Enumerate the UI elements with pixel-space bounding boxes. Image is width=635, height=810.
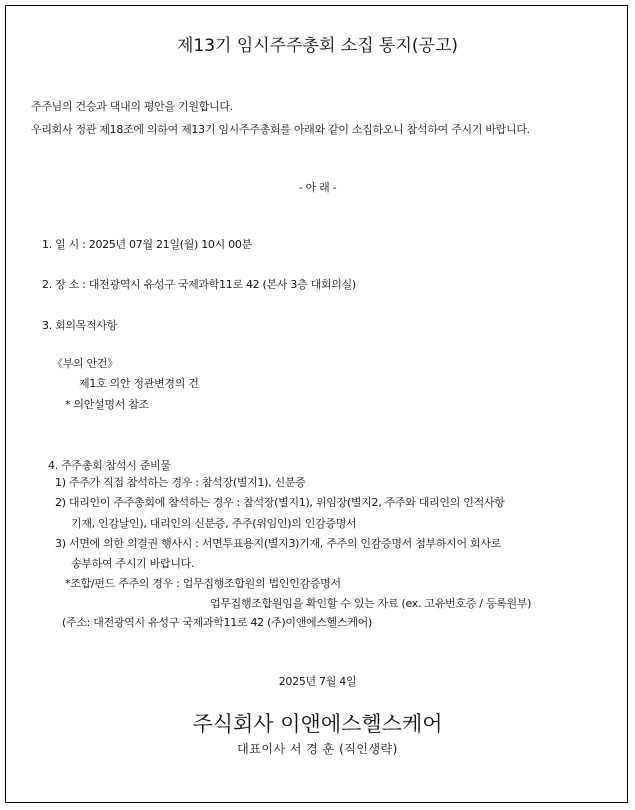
preparation-item-2-cont: 기재, 인감날인), 대리인의 신분증, 주주(위임인)의 인감증명서 xyxy=(71,517,357,530)
below-heading: - 아 래 - xyxy=(298,181,337,194)
meeting-datetime: 1. 일 시 : 2025년 07월 21일(월) 10시 00분 xyxy=(42,238,252,251)
intro-text: 우리회사 정관 제18조에 의하여 제13기 임시주주총회를 아래와 같이 소집하오니 참석하여 주시기 바랍니다. xyxy=(31,123,530,136)
preparation-item-2: 2) 대리인이 주주총회에 참석하는 경우 : 참석장(별지1), 위임장(별지2, 주주와 대리인의 인적사항 xyxy=(55,496,505,509)
agenda-item-1: 제1호 의안 정관변경의 건 xyxy=(79,377,199,390)
preparation-item-3: 3) 서면에 의한 의결권 행사시 : 서면투표용지(별지3)기재, 주주의 인감증명서 첨부하시어 회사로 xyxy=(55,537,501,550)
meeting-place: 2. 장 소 : 대전광역시 유성구 국제과학11로 42 (본사 3층 대회의실) xyxy=(42,278,356,291)
preparation-item-3-cont: 송부하여 주시기 바랍니다. xyxy=(71,557,195,570)
agenda-header: 《부의 안건》 xyxy=(52,357,118,370)
notice-date: 2025년 7월 4일 xyxy=(278,675,357,688)
company-address: (주소: 대전광역시 유성구 국제과학11로 42 (주)이앤에스헬스케어) xyxy=(62,616,372,629)
representative-name: 대표이사 서 경 훈 (직인생략) xyxy=(237,742,398,756)
meeting-purpose-heading: 3. 회의목적사항 xyxy=(42,319,118,332)
company-name: 주식회사 이앤에스헬스케어 xyxy=(192,712,443,736)
preparation-heading: 4. 주주총회 참석시 준비물 xyxy=(48,459,171,472)
fund-shareholder-note-cont: 업무집행조합원임을 확인할 수 있는 자료 (ex. 고유번호증 / 등록원부) xyxy=(210,597,532,610)
greeting-text: 주주님의 건승과 댁내의 평안을 기원합니다. xyxy=(31,100,233,113)
preparation-item-1: 1) 주주가 직접 참석하는 경우 : 참석장(별지1), 신분증 xyxy=(55,476,306,489)
notice-title: 제13기 임시주주총회 소집 통지(공고) xyxy=(176,36,458,56)
fund-shareholder-note: *조합/펀드 주주의 경우 : 업무집행조합원의 법인인감증명서 xyxy=(65,577,341,590)
agenda-note: * 의안설명서 참조 xyxy=(65,398,149,411)
